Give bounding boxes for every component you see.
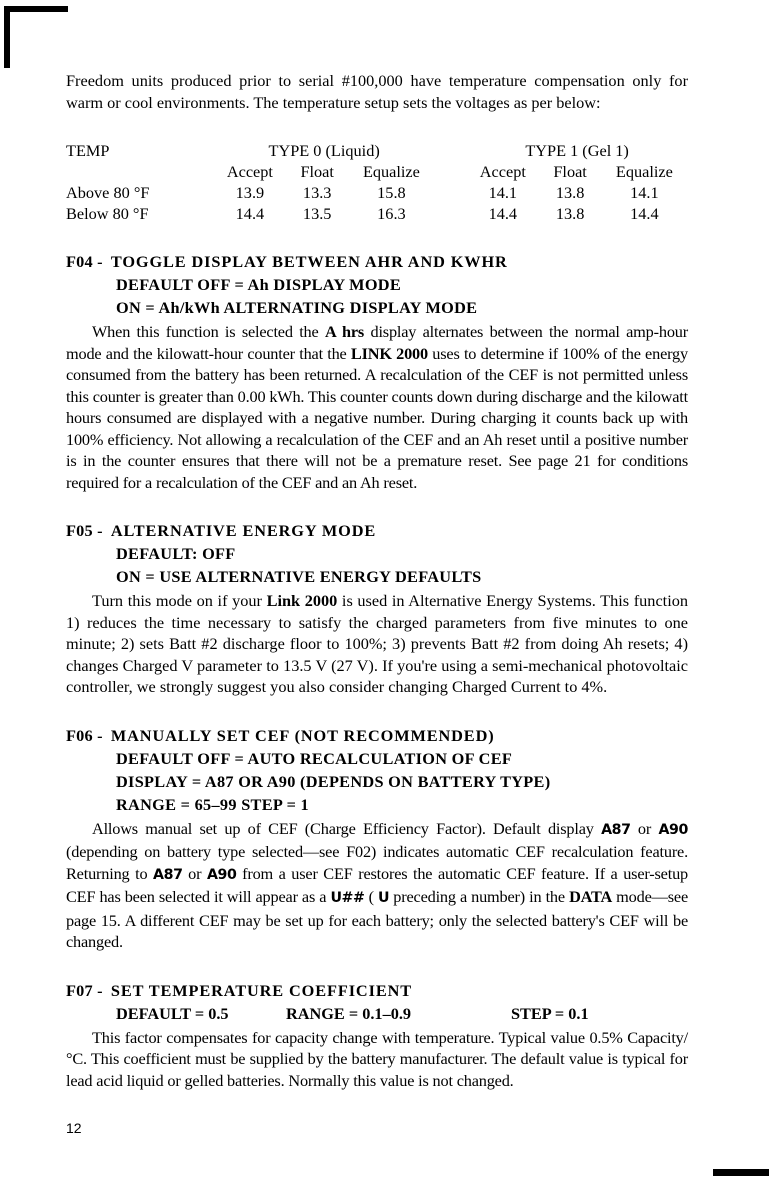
table-gap-cell xyxy=(435,161,466,182)
f05-body-part-2: is used in Alternative Energy Systems. This function 1) reduces the time necessary to satisfy the charged parameters from five minutes to one minute; 2) sets Batt #2 discharge floor to 100%; 3) prevents Batt #2 from doing Ah resets; 4) changes Charged V parameter to 13.5 V (27 V). If you're using a semi-mechanical photovoltaic controller, we strongly suggest you also consider changing Charged Current to 4%. xyxy=(66,591,688,696)
cell-above-type1-equalize: 14.1 xyxy=(630,183,659,202)
table-column-header-row xyxy=(66,161,688,182)
f07-param-default: DEFAULT = 0.5 xyxy=(116,1003,229,1023)
f06-bold-data: DATA xyxy=(569,887,613,906)
cell-below-type1-equalize: 14.4 xyxy=(630,204,659,223)
function-subline-f04-default: DEFAULT OFF = Ah DISPLAY MODE xyxy=(116,275,402,294)
function-body-f06 xyxy=(66,818,688,953)
lcd-readout-u: U xyxy=(378,890,390,906)
f04-bold-link-2000: LINK 2000 xyxy=(350,343,428,363)
cell-above-type0-equalize: 15.8 xyxy=(377,183,406,202)
f06-body-part-5: from a user CEF restores the automatic CEF feature. If a user-setup CEF has been selected it will appear as a xyxy=(66,863,688,906)
function-body-f04 xyxy=(66,321,688,493)
table-col-header-type1-equalize: Equalize xyxy=(615,162,673,181)
function-block-f05 xyxy=(66,519,688,698)
function-block-f07 xyxy=(66,979,688,1092)
lcd-readout-a90-2: A90 xyxy=(206,866,237,883)
f04-body-part-3: uses to determine if 100% of the energy consumed from the battery has been returned. A recalculation of the CEF is not permitted unless this counter is greater than 0.00 kWh. This counter counts down during discharge and the kilowatt hours consumed are displayed with a negative number. During charging it counts back up with 100% efficiency. Not allowing a recalculation of the CEF and an Ah reset until a positive number is in the counter ensures that there will not be a premature reset. See page 21 for conditions required for a recalculation of the CEF and an Ah reset. xyxy=(66,343,688,492)
function-body-f07: This factor compensates for capacity change with temperature. Typical value 0.5% Capacity/°C. This coefficient must be supplied by the battery manufacturer. The default value is typical for lead acid liquid or gelled batteries. Normally this value is not changed. xyxy=(66,1027,688,1090)
f06-body-part-7: preceding a number) in the xyxy=(389,887,570,906)
f06-body-part-4: or xyxy=(182,863,207,883)
table-row-label-above: Above 80 °F xyxy=(66,183,150,202)
f06-body-part-3: (depending on battery type selected—see F02) indicates automatic CEF recalculation feature. Returning to xyxy=(66,842,688,883)
f06-body-part-6: ( xyxy=(364,887,379,906)
function-heading-f06 xyxy=(66,724,688,747)
function-title-f07: SET TEMPERATURE COEFFICIENT xyxy=(110,980,412,1000)
function-heading-f07 xyxy=(66,979,688,1002)
function-subline-f06-display: DISPLAY = A87 OR A90 (DEPENDS ON BATTERY TYPE) xyxy=(116,771,551,791)
cell-above-type0-accept: 13.9 xyxy=(235,183,265,202)
function-id-f06: F06 - xyxy=(66,725,103,745)
function-block-f06 xyxy=(66,724,688,953)
function-body-f05 xyxy=(66,590,688,698)
f06-body-part-8: mode—see page 15. A different CEF may be set up for each battery; only the selected battery's CEF will be changed. xyxy=(66,887,688,951)
table-col-header-type0-float: Float xyxy=(300,162,334,181)
f05-bold-link-2000: Link 2000 xyxy=(266,591,338,610)
f04-body-part-1: When this function is selected the xyxy=(92,322,325,341)
function-subline-f04-on: ON = Ah/kWh ALTERNATING DISPLAY MODE xyxy=(116,298,478,317)
intro-paragraph: Freedom units produced prior to serial #100,000 have temperature compensation only for warm or cool environments. The temperature setup sets the voltages as per below: xyxy=(66,71,688,112)
f04-bold-a-hrs: A hrs xyxy=(324,322,365,341)
f06-body-part-1: Allows manual set up of CEF (Charge Efficiency Factor). Default display xyxy=(92,818,602,838)
table-row xyxy=(66,182,688,203)
function-id-f07: F07 - xyxy=(66,980,103,1000)
f07-param-step: STEP = 0.1 xyxy=(511,1003,589,1023)
cell-below-type0-accept: 14.4 xyxy=(235,204,265,223)
lcd-readout-a90: A90 xyxy=(658,821,688,838)
table-corner-label: TEMP xyxy=(66,141,110,160)
function-subline-f06-default: DEFAULT OFF = AUTO RECALCULATION OF CEF xyxy=(116,748,513,768)
table-group-header-row xyxy=(66,140,688,161)
function-params-f07 xyxy=(116,1002,688,1025)
f05-body-part-1: Turn this mode on if your xyxy=(92,591,267,610)
function-id-f05: F05 - xyxy=(66,521,103,540)
cell-above-type1-accept: 14.1 xyxy=(488,183,518,202)
f07-param-range: RANGE = 0.1–0.9 xyxy=(286,1003,412,1023)
function-subline-f05-default: DEFAULT: OFF xyxy=(116,544,236,563)
cell-below-type0-float: 13.5 xyxy=(302,204,332,223)
table-col-header-type0-accept: Accept xyxy=(226,162,273,181)
function-heading-f04 xyxy=(66,250,688,273)
function-heading-f05 xyxy=(66,519,688,542)
table-gap-cell xyxy=(435,203,466,224)
f06-body-part-2: or xyxy=(630,818,659,838)
cell-below-type1-accept: 14.4 xyxy=(488,204,518,223)
function-title-f04: TOGGLE DISPLAY BETWEEN AHR AND KWHR xyxy=(110,252,508,271)
page-number: 12 xyxy=(66,1120,82,1136)
temperature-compensation-table xyxy=(66,140,688,224)
page-content xyxy=(66,70,688,1091)
function-title-f05: ALTERNATIVE ENERGY MODE xyxy=(110,521,377,540)
table-column-header-blank xyxy=(66,161,213,182)
function-subline-f05-on: ON = USE ALTERNATIVE ENERGY DEFAULTS xyxy=(116,567,482,586)
table-group-header-type0: TYPE 0 (Liquid) xyxy=(268,141,380,160)
table-row xyxy=(66,203,688,224)
scan-artifact-top-left-corner xyxy=(4,6,68,68)
cell-below-type1-float: 13.8 xyxy=(555,204,585,223)
scan-artifact-bottom-right-bar xyxy=(713,1169,769,1176)
lcd-readout-u-hash: U## xyxy=(330,890,365,906)
lcd-readout-a87: A87 xyxy=(601,821,631,838)
table-gap-cell xyxy=(435,182,466,203)
table-col-header-type1-float: Float xyxy=(553,162,587,181)
table-group-header-type1: TYPE 1 (Gel 1) xyxy=(525,141,629,160)
table-row-label-below: Below 80 °F xyxy=(66,204,149,223)
table-col-header-type0-equalize: Equalize xyxy=(362,162,420,181)
cell-above-type0-float: 13.3 xyxy=(302,183,332,202)
cell-below-type0-equalize: 16.3 xyxy=(377,204,406,223)
function-subline-f06-range: RANGE = 65–99 STEP = 1 xyxy=(116,794,309,814)
table-group-gap xyxy=(435,140,466,161)
f04-body-part-2: display alternates between the normal amp-hour mode and the kilowatt-hour counter that the xyxy=(66,322,688,363)
cell-above-type1-float: 13.8 xyxy=(555,183,585,202)
function-block-f04 xyxy=(66,250,688,493)
table-col-header-type1-accept: Accept xyxy=(479,162,526,181)
lcd-readout-a87-2: A87 xyxy=(153,866,183,883)
function-id-f04: F04 - xyxy=(66,252,103,271)
function-title-f06: MANUALLY SET CEF (NOT RECOMMENDED) xyxy=(110,725,495,745)
